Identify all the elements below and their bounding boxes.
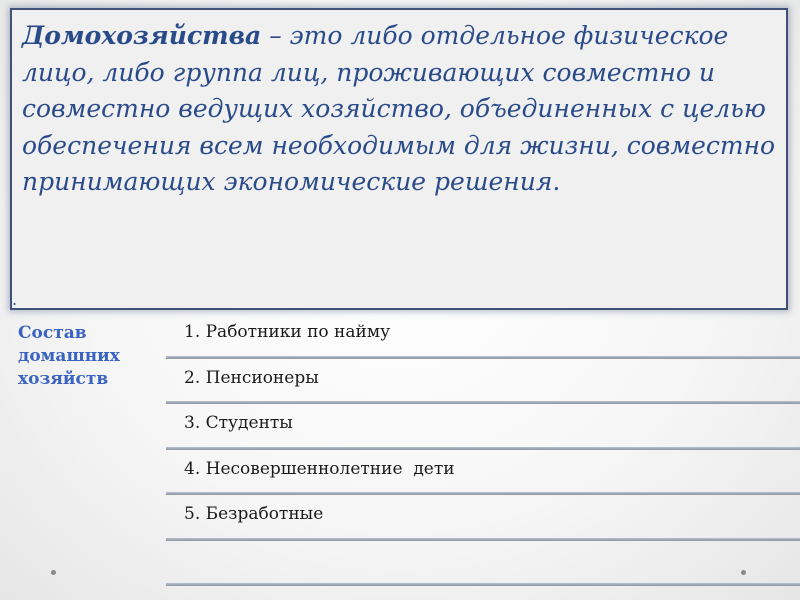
composition-list <box>166 313 800 541</box>
list-item: 1. Работники по найму <box>166 313 800 359</box>
definition-text <box>22 18 784 201</box>
slide-nav-dot-left[interactable] <box>51 570 56 575</box>
list-item: 5. Безработные <box>166 495 800 541</box>
definition-box <box>10 8 788 310</box>
empty-list-divider <box>166 583 800 586</box>
definition-body: – это либо отдельное физическое лицо, либо группа лиц, проживающих совместно и совместно ведущих хозяйство, объединенных с целью обеспечения всем необходимым для жизни, совместно принимающих экономические решения. <box>22 21 776 196</box>
list-item: 2. Пенсионеры <box>166 359 800 405</box>
definition-term: Домохозяйства <box>22 21 262 50</box>
slide-nav-dot-right[interactable] <box>741 570 746 575</box>
list-item: 4. Несовершеннолетние дети <box>166 450 800 496</box>
composition-label: Состав домашних хозяйств <box>18 323 120 389</box>
stray-dot: . <box>12 290 18 309</box>
list-item: 3. Студенты <box>166 404 800 450</box>
